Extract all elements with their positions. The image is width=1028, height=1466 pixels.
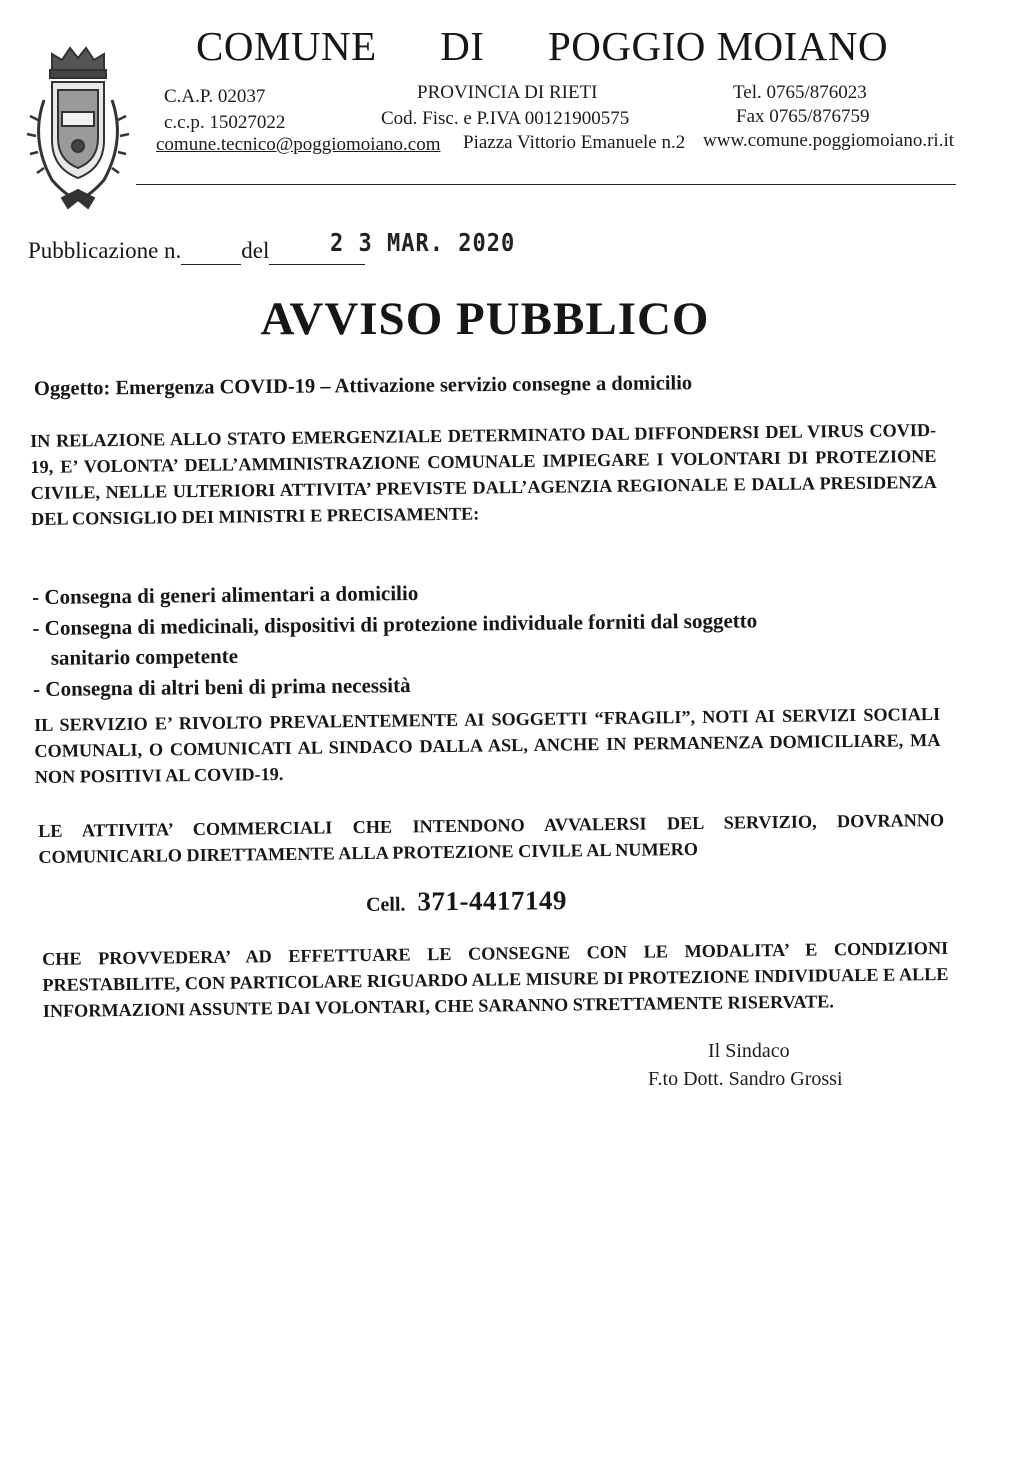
signature-name: F.to Dott. Sandro Grossi <box>648 1068 843 1090</box>
service-list <box>32 573 913 704</box>
title-word-di: DI <box>440 23 485 69</box>
date-stamp: 2 3 MAR. 2020 <box>330 229 516 258</box>
notice-heading: AVVISO PUBBLICO <box>260 293 710 345</box>
address: Piazza Vittorio Emanuele n.2 <box>463 132 686 153</box>
publication-date-label: del <box>241 238 270 263</box>
list-item: - Consegna di medicinali, dispositivi di protezione individuale forniti dal soggetto <box>32 607 758 640</box>
phone-line <box>366 885 567 918</box>
businesses-paragraph: LE ATTIVITA’ COMMERCIALI CHE INTENDONO AVVALERSI DEL SERVIZIO, DOVRANNO COMUNICARLO DIRETTAMENTE ALLA PROTEZIONE CIVILE AL NUMERO <box>38 809 945 867</box>
telephone: Tel. 0765/876023 <box>733 82 867 103</box>
publication-line <box>28 238 365 265</box>
subject-line: Oggetto: Emergenza COVID-19 – Attivazione servizio consegne a domicilio <box>33 372 693 400</box>
postal-code: C.A.P. 02037 <box>164 86 266 107</box>
title-word-comune: COMUNE <box>196 23 377 69</box>
intro-paragraph: IN RELAZIONE ALLO STATO EMERGENZIALE DETERMINATO DAL DIFFONDERSI DEL VIRUS COVID-19, E’ VOLONTA’ DELL’AMMINISTRAZIONE COMUNALE IMPIEGARE I VOLONTARI DI PROTEZIONE CIVILE, NELLE ULTERIORI ATTIVITA’ PREVISTE DALL’AGENZIA REGIONALE E DALLA PRESIDENZA DEL CONSIGLIO DEI MINISTRI E PRECISAMENTE: <box>30 419 937 529</box>
list-item: - Consegna di altri beni di prima necessità <box>32 672 411 701</box>
header-divider <box>136 184 956 185</box>
coat-of-arms-icon <box>22 40 134 210</box>
target-paragraph: IL SERVIZIO E’ RIVOLTO PREVALENTEMENTE AI SOGGETTI “FRAGILI”, NOTI AI SERVIZI SOCIALI COMUNALI, O COMUNICATI AL SINDACO DALLA ASL, ANCHE IN PERMANENZA DOMICILIARE, MA NON POSITIVI AL COVID-19. <box>34 703 941 787</box>
postal-account: c.c.p. 15027022 <box>164 112 286 133</box>
fax: Fax 0765/876759 <box>736 106 870 127</box>
list-item-continuation: sanitario competente <box>50 643 239 670</box>
signature-role: Il Sindaco <box>708 1040 790 1062</box>
email-link[interactable]: comune.tecnico@poggiomoiano.com <box>156 134 441 155</box>
publication-number-blank <box>181 238 241 265</box>
title-word-poggio-moiano: POGGIO MOIANO <box>547 23 889 69</box>
closing-paragraph: CHE PROVVEDERA’ AD EFFETTUARE LE CONSEGNE CON LE MODALITA’ E CONDIZIONI PRESTABILITE, CON PARTICOLARE RIGUARDO ALLE MISURE DI PROTEZIONE INDIVIDUALE E ALLE INFORMAZIONI ASSUNTE DAI VOLONTARI, CHE SARANNO STRETTAMENTE RISERVATE. <box>42 937 949 1021</box>
municipality-title <box>196 22 976 70</box>
phone-label: Cell. <box>365 893 406 916</box>
phone-number: 371-4417149 <box>417 885 568 917</box>
province: PROVINCIA DI RIETI <box>417 82 598 103</box>
publication-number-label: Pubblicazione n. <box>28 238 182 263</box>
list-item: - Consegna di generi alimentari a domicilio <box>32 580 419 609</box>
website-link[interactable]: www.comune.poggiomoiano.ri.it <box>703 130 955 151</box>
tax-code: Cod. Fisc. e P.IVA 00121900575 <box>381 108 630 129</box>
